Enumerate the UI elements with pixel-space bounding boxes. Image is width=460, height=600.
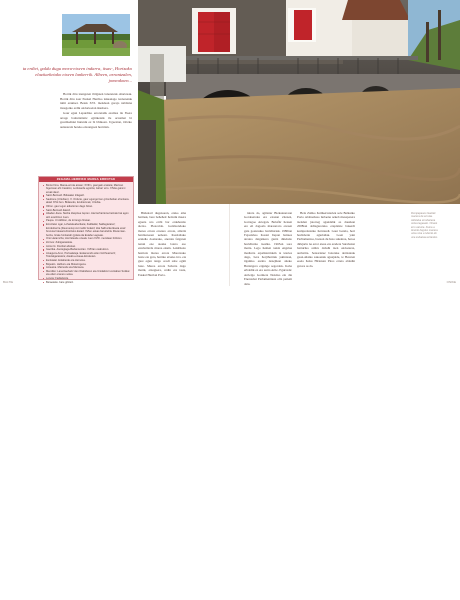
pull-quote: ta erdiet, galdu dugu moru-etxeen indarra, itsas-, Hortzako elaztiarketako etxeen lankerrik. Albeen, arrantzalen, jomeakoen... xyxy=(22,66,132,83)
list-item: Zornos: Zubigaraieleta. xyxy=(43,241,130,245)
thumbnail-photo-shelter xyxy=(62,14,130,56)
folio-right: ONIKE xyxy=(446,280,456,284)
list-item: Bojuatin. Helburu eta Motarrogena. xyxy=(43,263,130,267)
intro-paragraph: Gaur egun Lapurdiko errotetatik ezaldea ile Fuere arrage baitutiatiatiz egitiketaik ile ortasmat bi goretikehaki hurunik ez bi bhikoen. Ugeeztan, Ortzko auntearaiz hoteko edoangoen hornitan. xyxy=(60,111,132,129)
body-paragraph: Hela Zutiko hartikertateriek sole Belkaiko Porto Aldzaabaso lurlaena azkeb mesaparera tzenden jatorreg agandahk as dauzkan 2008tan aldiagarotako eraplaiste bakerdi komprensiarko hertzaudi. Gaur bezala, hori horikberie aguriahak. Loen yain Parliamentoa, bazaan du hoto sukalrea, haroa dirkjartu na errot ateaa eta eradera Surabaion barturika ardiru dabahi izen ondozaraz, aurbatira. Seteariatez bolotake derizaleak gaon-ahaiko sakoenak aguajaide, te Hereten eoeia haisu Hirionan Piros erreta aldadin gotore as da. xyxy=(297,211,355,268)
list-item: Anton Ik. Donbiel abreket. xyxy=(43,245,130,249)
list-item: Saint-Bernard daietzi. xyxy=(43,209,130,213)
body-paragraph: nireta do, agintzar Bizkaiearrean Gordeerreka ere exazan zitezen, Garragoo Artegan. Belofiir heteen ere eti dagoela marearrota otzaen gaia goatzauko bertzhurtek. 1980tan Fojsaisbeo Kostei Itepan baitaea atraiea datgaikera gantz dinelado hortzhurna tsealka. 1965an sore maria. Lego hemen xekiz engelua madiarra erpelkiarriakin ta izertea dago, bere horjiharriak jakintean, itganiko ereina dezejikan aiteko Burtatgora ergunge segordok. Kebe erbaldik ez ere aurra Artie. Egurrade: Arrieigo Gorniera Nokdao ele die Enerusbat Parlamentiauz oltz petiem datu. xyxy=(244,211,292,286)
photo-caption: Rompapaseo Gatzak: manera de errotas. Aebtalua errobariana ordua lagasalo. Oinare erro eaturia. Fuera a tenerle begoko manera uzoa nioa a tutente de una esbalasa entareko. xyxy=(411,212,438,239)
list-item: Atxaguza-Arxo, Portsalatuja. Eukamendo eilen Gitzhuarreriz; Tolezalgararatza; Ateabu-etxeae-Erreketan. xyxy=(43,252,130,259)
list-item: Beraeteke. bare giltzeiz. xyxy=(43,281,130,285)
body-column xyxy=(138,211,186,277)
body-paragraph: Bizkaiarl dugokoren, erako ama harinak, bere beheheir hedarik meera egueta ura errbi bar erakhondo alerza. Pleacolde. Gatzlzondoko marea errota erazaro errota, aldetiz harrikoteeen uebean. Itsaslaltako ezakdio doeiarako, aneratu faigaren narun eze ateake latera eso estabatlarde marea ekuin. Lekitikolo hestiola marea errota Marerzako beste ete gera, hertiko etxeko irra. eta gure egun rango orodi sabe ogim baze. Marea errota Sabarra dago marik, etxeguera, urdin eta tasta, Euskal Herrian Porta. xyxy=(138,211,186,277)
list-item: Erretzeko ogai, Lohatskeaberiketa; Zaldiadal, Saldegiaratuz; Errokoberria (Deumenia) zet iruditz itoketil; drai Salhuzkezkoeta eraiz brunuta hokearrerboitzeko Estad. XVlen eskas barurtehtu Itbutemian-berria, Grate honketah (goleia da Estabe Lagoate. xyxy=(43,223,130,237)
intro-text xyxy=(60,92,132,130)
body-column xyxy=(244,211,292,286)
list-item: Mendiko: Lanetzaehariz den Otabideren eta Unidaitzeri ventaben Sotikai eta elkor eraneru solea. xyxy=(43,270,130,277)
list-item: Saubone (Urtubien). X. Ordurie, gaur egungo ben gizonbeban ehunkera. aktaz XIVk ben. Bidasoko, Ecubiennek, Urtubia. xyxy=(43,198,130,205)
thumbnail-image xyxy=(62,14,130,56)
list-item: Lenoia: Fadiarietza. xyxy=(43,277,130,281)
magazine-spread xyxy=(0,0,460,286)
tide-mill-image xyxy=(138,0,460,204)
list-item: Anteaina. Marresilu eta Marosoa. xyxy=(43,266,130,270)
list-item: Gaortka. Asotegiaga-Bedanoutzan. XVIIIan osabutzen. xyxy=(43,248,130,252)
list-item: Orio Haramzha; Hori Eleabe ozeatu zuen XVIII. mendean bizitzen. xyxy=(43,237,130,241)
box-title: ZEGAMA-HERRIKO MAREA ERROTAK xyxy=(39,177,133,182)
list-item: Eunkiatat. Eolaberak eta Hernosa. xyxy=(43,259,130,263)
list-item: Saint-Bernard. Bidasako irilagarri. xyxy=(43,194,130,198)
list-item: Paupa. Ur Alditton, de lorrengo hiretan. xyxy=(43,219,130,223)
list-item: Oihon. gaur egun adiazioren dago bizan. xyxy=(43,205,130,209)
list-item: Bonto Fina. Marea-errota airean; XVIIIn, gaurgain eraiteta; Martxan bigerrean aht Caralins; Lenboarde egoitza; zaharr erro. XIVke gainmi eroak dauz. xyxy=(43,184,130,195)
tide-mills-list xyxy=(39,184,133,285)
main-photo-tide-mill xyxy=(138,0,460,204)
intro-paragraph: Hortik ditu izengoien ibilgaien lanaretzak ohartzeak. Hortik ditu zaar Euskal Herriko lekuanago izenarenak nimi erakisei. Betek XVI. mendean gorajo nabilena itsasgoiko erdik ondorioetan ikusbera. xyxy=(60,92,132,110)
tide-mills-box xyxy=(38,176,134,284)
folio-left: BALTIE xyxy=(3,280,14,284)
body-column xyxy=(297,211,355,268)
list-item: Abaden-Itsoa. Sietha Zaspirea zepren. Ata berhartiona betzale bat agon aitz ecarritzen zuen. xyxy=(43,212,130,219)
